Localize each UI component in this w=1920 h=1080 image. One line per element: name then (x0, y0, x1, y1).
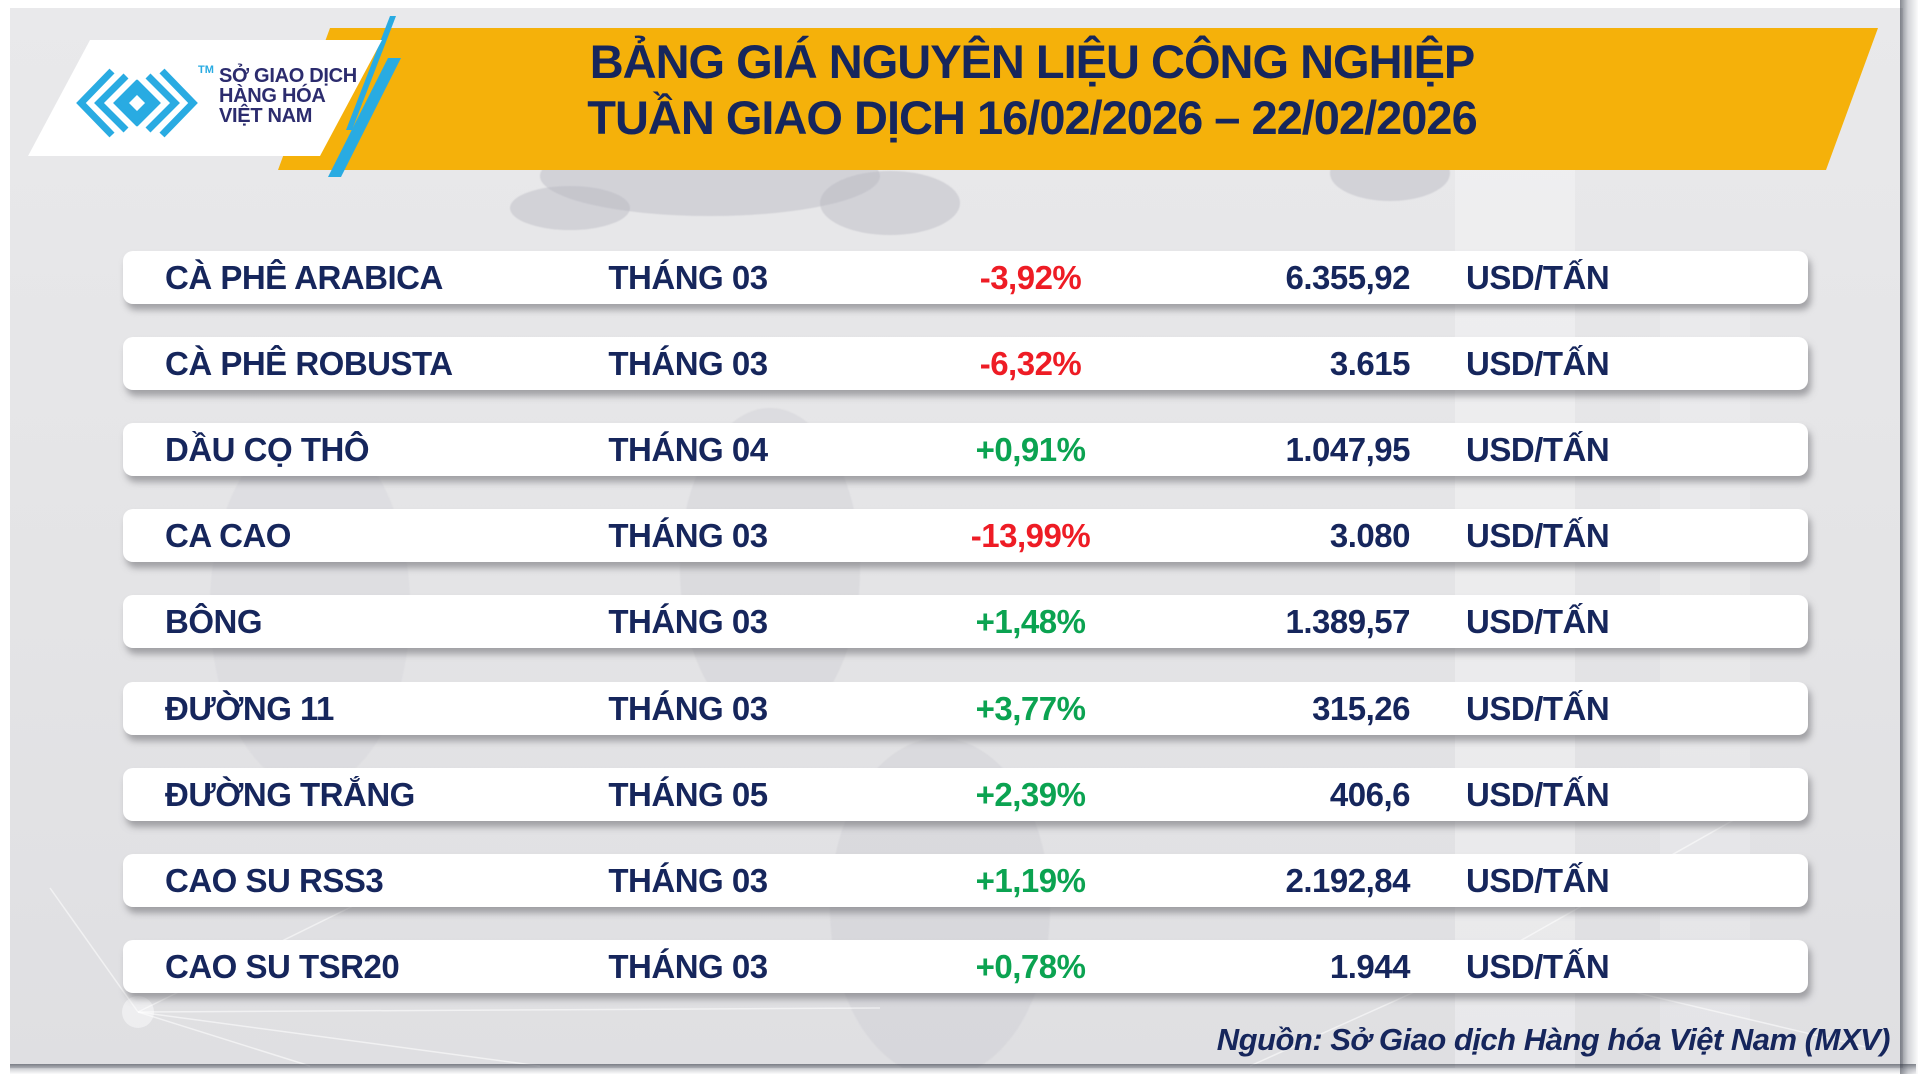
commodity-name: CÀ PHÊ ROBUSTA (165, 345, 453, 382)
commodity-name: CÀ PHÊ ARABICA (165, 259, 443, 296)
contract-month: THÁNG 03 (608, 517, 768, 554)
table-row (123, 854, 1808, 907)
price-unit: USD/TẤN (1466, 603, 1610, 640)
contract-month: THÁNG 03 (608, 948, 768, 985)
table-row (123, 768, 1808, 821)
price-unit: USD/TẤN (1466, 345, 1610, 382)
logo-line-2: HÀNG HÓA (219, 85, 326, 107)
mxv-logo-icon (76, 62, 198, 144)
change-percent: -3,92% (979, 259, 1082, 296)
price-unit: USD/TẤN (1466, 517, 1610, 554)
price-unit: USD/TẤN (1466, 690, 1610, 727)
price-unit: USD/TẤN (1466, 862, 1610, 899)
price-value: 1.047,95 (1285, 431, 1410, 468)
price-value: 2.192,84 (1285, 862, 1410, 899)
change-percent: +2,39% (975, 776, 1086, 813)
price-value: 1.389,57 (1285, 603, 1410, 640)
bottom-edge-shadow (10, 1064, 1916, 1074)
title-line-1: BẢNG GIÁ NGUYÊN LIỆU CÔNG NGHIỆP (589, 35, 1475, 88)
contract-month: THÁNG 05 (608, 776, 768, 813)
change-percent: -13,99% (970, 517, 1091, 554)
price-value: 6.355,92 (1285, 259, 1410, 296)
contract-month: THÁNG 03 (608, 345, 768, 382)
table-row (123, 682, 1808, 735)
price-value: 3.080 (1329, 517, 1410, 554)
table-row (123, 940, 1808, 993)
source-credit: Nguồn: Sở Giao dịch Hàng hóa Việt Nam (MXV) (1216, 1022, 1890, 1057)
change-percent: +1,19% (975, 862, 1086, 899)
price-value: 315,26 (1312, 690, 1410, 727)
contract-month: THÁNG 03 (608, 603, 768, 640)
price-value: 3.615 (1329, 345, 1410, 382)
commodity-name: ĐƯỜNG 11 (165, 690, 334, 727)
change-percent: +1,48% (975, 603, 1086, 640)
commodity-name: ĐƯỜNG TRẮNG (165, 776, 415, 813)
price-value: 406,6 (1329, 776, 1410, 813)
table-row (123, 509, 1808, 562)
title-line-2: TUẦN GIAO DỊCH 16/02/2026 – 22/02/2026 (587, 91, 1477, 144)
logo-wordmark (219, 66, 357, 126)
commodity-name: BÔNG (165, 603, 262, 640)
price-value: 1.944 (1329, 948, 1410, 985)
change-percent: +0,78% (975, 948, 1086, 985)
contract-month: THÁNG 03 (608, 862, 768, 899)
logo-line-1: SỞ GIAO DỊCH (219, 65, 357, 87)
trademark-symbol: TM (198, 64, 214, 76)
change-percent: +3,77% (975, 690, 1086, 727)
price-unit: USD/TẤN (1466, 776, 1610, 813)
table-row (123, 251, 1808, 304)
table-row (123, 337, 1808, 390)
change-percent: -6,32% (979, 345, 1082, 382)
commodity-name: CAO SU TSR20 (165, 948, 400, 985)
right-edge-shadow (1900, 0, 1918, 1074)
commodity-name: CA CAO (165, 517, 291, 554)
contract-month: THÁNG 03 (608, 259, 768, 296)
price-unit: USD/TẤN (1466, 259, 1610, 296)
commodity-name: DẦU CỌ THÔ (165, 431, 369, 468)
contract-month: THÁNG 04 (608, 431, 768, 468)
price-unit: USD/TẤN (1466, 431, 1610, 468)
price-unit: USD/TẤN (1466, 948, 1610, 985)
commodity-name: CAO SU RSS3 (165, 862, 384, 899)
page-title (512, 34, 1552, 146)
table-row (123, 595, 1808, 648)
change-percent: +0,91% (975, 431, 1086, 468)
logo-line-3: VIỆT NAM (219, 105, 313, 127)
table-row (123, 423, 1808, 476)
contract-month: THÁNG 03 (608, 690, 768, 727)
